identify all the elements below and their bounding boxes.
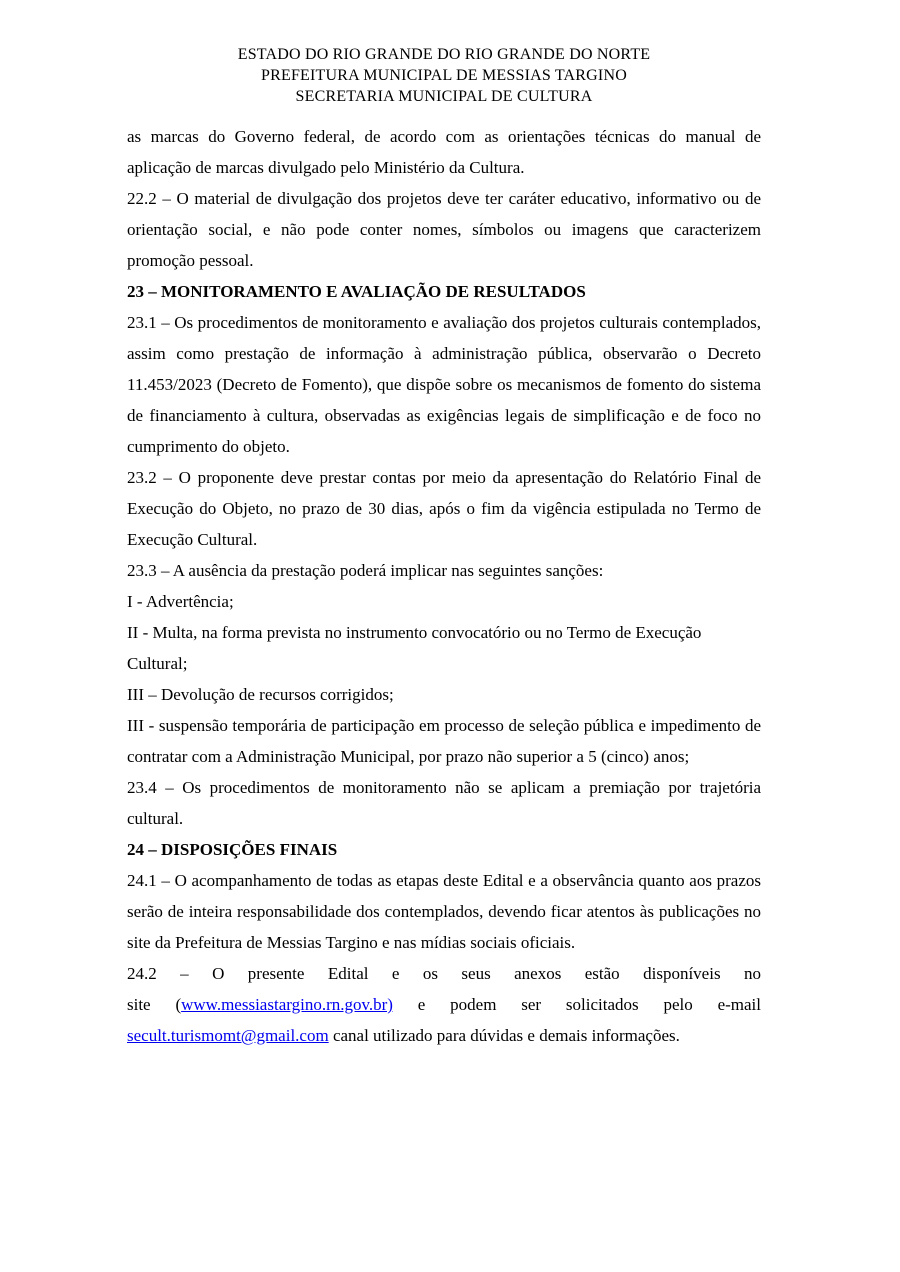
header-state-line: ESTADO DO RIO GRANDE DO RIO GRANDE DO NORTE: [237, 46, 651, 63]
list-item-advertencia: I - Advertência;: [127, 592, 234, 611]
list-item-suspensao: III - suspensão temporária de participação em processo de seleção pública e impedimento de contratar com a Administração Municipal, por prazo não superior a 5 (cinco) anos;: [127, 716, 761, 766]
paragraph-marcas-governo: as marcas do Governo federal, de acordo com as orientações técnicas do manual de aplicação de marcas divulgado pelo Ministério da Cultura.: [127, 127, 761, 177]
paragraph-24-2-text-middle: e podem ser solicitados pelo e-mail: [392, 995, 761, 1014]
paragraph-23-3: 23.3 – A ausência da prestação poderá implicar nas seguintes sanções:: [127, 561, 604, 580]
section-heading-23: 23 – MONITORAMENTO E AVALIAÇÃO DE RESULTADOS: [127, 282, 586, 301]
paragraph-23-1: 23.1 – Os procedimentos de monitoramento e avaliação dos projetos culturais contemplados, assim como prestação de informação à administração pública, observarão o Decreto 11.453/2023 (Decreto de Fomento), que dispõe sobre os mecanismos de fomento do sistema de financiamento à cultura, observadas as exigências legais de simplificação e de foco no cumprimento do objeto.: [127, 313, 761, 456]
document-header: [127, 44, 761, 107]
paragraph-22-2: 22.2 – O material de divulgação dos projetos deve ter caráter educativo, informativo ou de orientação social, e não pode conter nomes, símbolos ou imagens que caracterizem promoção pessoal.: [127, 189, 761, 270]
header-secretaria-line: SECRETARIA MUNICIPAL DE CULTURA: [295, 88, 593, 105]
document-body: [127, 121, 761, 1051]
paragraph-24-2: [127, 958, 761, 1051]
site-link[interactable]: www.messiastargino.rn.gov.br): [181, 995, 393, 1014]
email-link[interactable]: secult.turismomt@gmail.com: [127, 1026, 329, 1045]
header-prefeitura-line: PREFEITURA MUNICIPAL DE MESSIAS TARGINO: [261, 67, 627, 84]
paragraph-24-2-text-before: 24.2 – O presente Edital e os seus anexos estão disponíveis no site (: [127, 964, 761, 1014]
paragraph-23-4: 23.4 – Os procedimentos de monitoramento não se aplicam a premiação por trajetória cultural.: [127, 778, 761, 828]
paragraph-23-2: 23.2 – O proponente deve prestar contas por meio da apresentação do Relatório Final de Execução do Objeto, no prazo de 30 dias, após o fim da vigência estipulada no Termo de Execução Cultural.: [127, 468, 761, 549]
paragraph-24-1: 24.1 – O acompanhamento de todas as etapas deste Edital e a observância quanto aos prazos serão de inteira responsabilidade dos contemplados, devendo ficar atentos às publicações no site da Prefeitura de Messias Targino e nas mídias sociais oficiais.: [127, 871, 761, 952]
section-heading-24: 24 – DISPOSIÇÕES FINAIS: [127, 840, 338, 859]
list-item-multa: II - Multa, na forma prevista no instrumento convocatório ou no Termo de Execução Cultural;: [127, 623, 702, 673]
paragraph-24-2-text-after: canal utilizado para dúvidas e demais informações.: [328, 1026, 680, 1045]
list-item-devolucao: III – Devolução de recursos corrigidos;: [127, 685, 394, 704]
